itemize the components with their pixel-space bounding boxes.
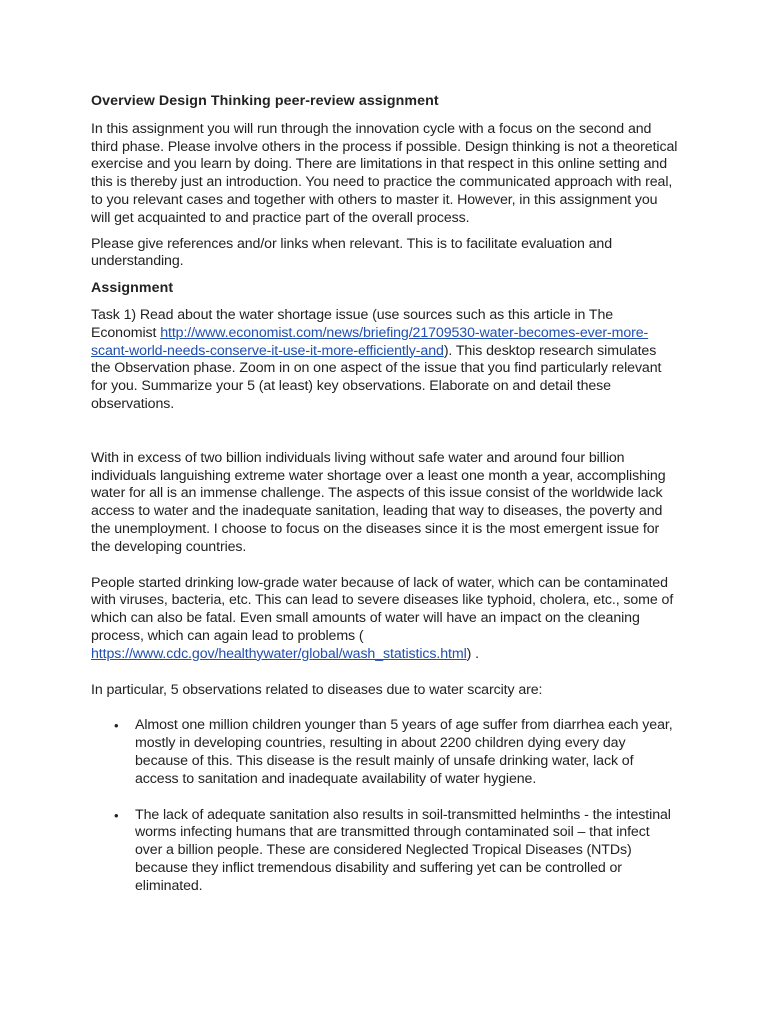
observations-intro: In particular, 5 observations related to diseases due to water scarcity are:	[91, 681, 543, 698]
list-item	[91, 807, 679, 896]
list-item	[91, 717, 679, 788]
cdc-statistics-link[interactable]: https://www.cdc.gov/healthywater/global/wash_statistics.html	[91, 645, 467, 662]
intro-paragraph: In this assignment you will run through the innovation cycle with a focus on the second and third phase. Please involve others in the process if possible. Design thinking is not a theoretical exercise and you learn by doing. There are limitations in that respect in this online setting and this is thereby just an introduction. You need to practice the communicated approach with real, to you relevant cases and together with others to master it. However, in this assignment you will get acquainted to and practice part of the overall process.	[91, 120, 678, 226]
answer-p2-text-after: ) .	[466, 645, 479, 662]
references-note: Please give references and/or links when relevant. This is to facilitate evaluation and understanding.	[91, 235, 613, 270]
task1-text-after: ). This desktop research simulates the Observation phase. Zoom in on one aspect of the issue that you find particularly relevant for you. Summarize your 5 (at least) key observations. Elaborate on and detail these observations.	[91, 342, 662, 412]
economist-article-link[interactable]: http://www.economist.com/news/briefing/21709530-water-becomes-ever-more-scant-world-needs-conserve-it-use-it-more-efficiently-and	[91, 324, 649, 359]
assignment-heading: Assignment	[91, 280, 174, 297]
observation-text: The lack of adequate sanitation also results in soil-transmitted helminths - the intestinal worms infecting humans that are transmitted through contaminated soil – that infect over a billion people. These are considered Neglected Tropical Diseases (NTDs) because they inflict tremendous disability and suffering yet can be controlled or eliminated.	[135, 806, 671, 894]
answer-paragraph-1: With in excess of two billion individuals living without safe water and around four billion individuals languishing extreme water shortage over a least one month a year, accomplishing water for all is an immense challenge. The aspects of this issue consist of the worldwide lack access to water and the inadequate sanitation, leading that way to diseases, the poverty and the unemployment. I choose to focus on the diseases since it is the most emergent issue for the developing countries.	[91, 449, 666, 555]
answer-paragraph-2	[91, 575, 679, 664]
document-title: Overview Design Thinking peer-review assignment	[91, 93, 439, 109]
bullet-icon: •	[114, 718, 119, 734]
task1-paragraph	[91, 307, 679, 414]
bullet-icon: •	[114, 807, 119, 823]
observation-text: Almost one million children younger than 5 years of age suffer from diarrhea each year, mostly in developing countries, resulting in about 2200 children dying every day because of this. This disease is the result mainly of unsafe drinking water, lack of access to sanitation and inadequate availability of water hygiene.	[135, 717, 673, 787]
task1-text-before: Task 1) Read about the water shortage issue (use sources such as this article in The Economist	[91, 306, 614, 341]
observations-list	[91, 717, 679, 895]
document-page	[91, 93, 679, 913]
answer-p2-text-before: People started drinking low-grade water because of lack of water, which can be contaminated with viruses, bacteria, etc. This can lead to severe diseases like typhoid, cholera, etc., some of which can also be fatal. Even small amounts of water will have an impact on the cleaning process, which can again lead to problems (	[91, 574, 674, 644]
